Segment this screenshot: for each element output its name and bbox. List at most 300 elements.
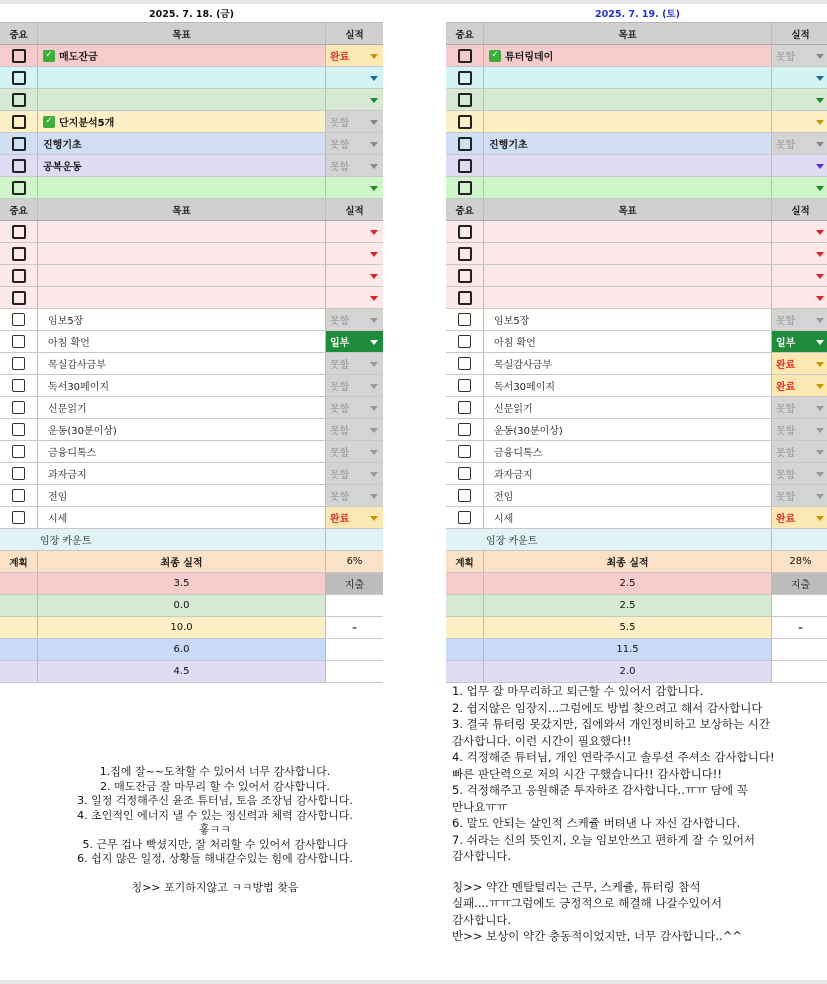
- goal-cell[interactable]: [484, 89, 772, 110]
- goal-row: [446, 133, 827, 155]
- side-cell: [772, 639, 827, 660]
- habit-checkbox[interactable]: [458, 423, 471, 436]
- gratitude-notes-right: [452, 683, 827, 945]
- header-importance: 중요: [446, 199, 484, 220]
- status-value: 못함: [776, 426, 796, 437]
- habit-label: 신문읽기: [38, 397, 326, 418]
- habit-check-cell: [0, 353, 38, 374]
- chevron-down-icon: [816, 164, 824, 169]
- status-dropdown[interactable]: [326, 507, 383, 528]
- chevron-down-icon: [816, 230, 824, 235]
- goal-label: 단지분석5개: [59, 118, 115, 129]
- note-line: 칭>> 포기하지않고 ㅋㅋ방법 찾음: [131, 880, 299, 894]
- goal-cell[interactable]: [38, 133, 326, 154]
- expense-label: 지출: [326, 573, 383, 594]
- importance-checkbox[interactable]: [12, 137, 26, 151]
- goal-cell[interactable]: [484, 287, 772, 308]
- habit-row: [0, 463, 383, 485]
- value-swatch: [0, 595, 38, 616]
- value-swatch: [446, 595, 484, 616]
- status-value: 못함: [330, 360, 350, 371]
- importance-checkbox[interactable]: [458, 93, 472, 107]
- note-line: 7. 쉬라는 신의 뜻인지, 오늘 임보안쓰고 편하게 잘 수 있어서: [452, 832, 756, 847]
- note-line: 만나요ㅠㅠ: [452, 799, 508, 814]
- importance-checkbox[interactable]: [458, 247, 472, 261]
- habit-checkbox[interactable]: [458, 467, 471, 480]
- value-cell: 2.0: [484, 661, 772, 682]
- importance-checkbox[interactable]: [12, 291, 26, 305]
- status-value: 못함: [776, 140, 796, 151]
- value-swatch: [0, 617, 38, 638]
- habit-row: [446, 331, 827, 353]
- goal-cell[interactable]: [484, 155, 772, 176]
- habit-checkbox[interactable]: [458, 401, 471, 414]
- header-importance: 중요: [0, 199, 38, 220]
- chevron-down-icon: [370, 76, 378, 81]
- importance-checkbox[interactable]: [458, 291, 472, 305]
- income-count-row: [0, 529, 383, 551]
- status-dropdown[interactable]: [326, 243, 383, 264]
- side-cell: [326, 595, 383, 616]
- importance-checkbox[interactable]: [458, 137, 472, 151]
- chevron-down-icon: [370, 274, 378, 279]
- importance-checkbox[interactable]: [458, 49, 472, 63]
- importance-cell: [0, 265, 38, 286]
- importance-cell: [446, 221, 484, 242]
- importance-cell: [0, 221, 38, 242]
- note-line: [452, 865, 827, 879]
- value-cell: 11.5: [484, 639, 772, 660]
- chevron-down-icon: [816, 274, 824, 279]
- final-pct: 28%: [789, 556, 812, 567]
- habit-row: [446, 309, 827, 331]
- importance-cell: [0, 155, 38, 176]
- value-row: [0, 639, 383, 661]
- importance-checkbox[interactable]: [12, 181, 26, 195]
- status-dropdown[interactable]: [326, 133, 383, 154]
- status-dropdown[interactable]: [326, 265, 383, 286]
- note-line: 3. 일정 걱정해주신 윤조 튜터님, 토음 조장님 감사합니다.: [77, 794, 353, 807]
- goal-cell[interactable]: [484, 177, 772, 198]
- goal-cell[interactable]: [38, 221, 326, 242]
- chevron-down-icon: [816, 252, 824, 257]
- chevron-down-icon: [370, 494, 378, 499]
- status-dropdown[interactable]: [772, 89, 827, 110]
- status-dropdown[interactable]: [772, 133, 827, 154]
- habit-checkbox[interactable]: [12, 511, 25, 524]
- status-dropdown[interactable]: [772, 221, 827, 242]
- status-value: 일부: [776, 338, 796, 349]
- goal-row-blank: [0, 221, 383, 243]
- status-dropdown[interactable]: [772, 331, 827, 352]
- value-swatch: [0, 639, 38, 660]
- importance-checkbox[interactable]: [458, 181, 472, 195]
- status-dropdown[interactable]: [772, 309, 827, 330]
- chevron-down-icon: [370, 186, 378, 191]
- final-result-label: 최종 실적: [484, 551, 772, 572]
- goal-cell[interactable]: [484, 67, 772, 88]
- final-header-row: [446, 551, 827, 573]
- habit-row: [0, 441, 383, 463]
- header-goal: 목표: [484, 199, 772, 220]
- value-cell: 6.0: [38, 639, 326, 660]
- value-row: [0, 573, 383, 595]
- habit-row: [0, 331, 383, 353]
- goal-cell[interactable]: [38, 67, 326, 88]
- habit-checkbox[interactable]: [12, 335, 25, 348]
- status-value: 못함: [330, 316, 350, 327]
- note-line: 반>> 보상이 약간 충동적이었지만, 너무 감사합니다..^^: [452, 929, 742, 943]
- note-line: 칭>> 약간 멘탈털리는 근무, 스케쥴, 튜터링 참석: [452, 879, 701, 894]
- importance-checkbox[interactable]: [12, 93, 26, 107]
- status-dropdown[interactable]: [326, 155, 383, 176]
- habit-check-cell: [446, 441, 484, 462]
- status-dropdown[interactable]: [772, 463, 827, 484]
- habit-label: 운동(30분이상): [484, 419, 772, 440]
- status-dropdown[interactable]: [772, 45, 827, 66]
- status-dropdown[interactable]: [326, 353, 383, 374]
- habit-checkbox[interactable]: [12, 467, 25, 480]
- value-cell: 4.5: [38, 661, 326, 682]
- goal-cell[interactable]: [484, 45, 772, 66]
- habit-checkbox[interactable]: [12, 423, 25, 436]
- status-value: 못함: [330, 492, 350, 503]
- habit-check-cell: [0, 309, 38, 330]
- goal-cell[interactable]: [38, 265, 326, 286]
- goal-row-blank: [446, 221, 827, 243]
- goal-row: [0, 133, 383, 155]
- status-dropdown[interactable]: [772, 375, 827, 396]
- habit-checkbox[interactable]: [12, 401, 25, 414]
- habit-row: [0, 375, 383, 397]
- habit-checkbox[interactable]: [458, 335, 471, 348]
- importance-cell: [446, 67, 484, 88]
- importance-cell: [446, 45, 484, 66]
- importance-checkbox[interactable]: [458, 269, 472, 283]
- habit-check-cell: [446, 309, 484, 330]
- status-dropdown[interactable]: [326, 441, 383, 462]
- goal-cell[interactable]: [38, 89, 326, 110]
- header-result: 실적: [791, 205, 810, 217]
- goal-cell[interactable]: [38, 45, 326, 66]
- table-header: [446, 23, 827, 45]
- status-dropdown[interactable]: [326, 221, 383, 242]
- importance-cell: [0, 133, 38, 154]
- side-cell: [772, 661, 827, 682]
- habit-row: [0, 397, 383, 419]
- importance-checkbox[interactable]: [12, 225, 26, 239]
- header-goal: 목표: [38, 199, 326, 220]
- goal-cell[interactable]: [484, 111, 772, 132]
- note-line: 5. 걱정해주고 응원해준 투자하조 감사합니다..ㅠㅠ 담에 꼭: [452, 783, 748, 797]
- goal-row: [446, 155, 827, 177]
- status-dropdown[interactable]: [772, 265, 827, 286]
- status-value: 못함: [776, 52, 796, 63]
- date-header: 2025. 7. 19. (토): [446, 4, 827, 23]
- status-dropdown[interactable]: [772, 155, 827, 176]
- chevron-down-icon: [370, 296, 378, 301]
- value-cell: 10.0: [38, 617, 326, 638]
- status-dropdown[interactable]: [772, 441, 827, 462]
- chevron-down-icon: [816, 406, 824, 411]
- habit-label: 전임: [38, 485, 326, 506]
- chevron-down-icon: [370, 340, 378, 345]
- habit-checkbox[interactable]: [458, 313, 471, 326]
- goal-label: 공복운동: [43, 162, 82, 173]
- chevron-down-icon: [370, 98, 378, 103]
- habit-row: [446, 485, 827, 507]
- importance-checkbox[interactable]: [12, 49, 26, 63]
- status-dropdown[interactable]: [772, 397, 827, 418]
- status-value: 완료: [776, 360, 796, 371]
- habit-label: 시세: [484, 507, 772, 528]
- day-column-right: [446, 4, 827, 683]
- chevron-down-icon: [816, 362, 824, 367]
- habit-label: 독서30페이지: [38, 375, 326, 396]
- importance-checkbox[interactable]: [458, 225, 472, 239]
- importance-checkbox[interactable]: [12, 247, 26, 261]
- value-swatch: [446, 573, 484, 594]
- goal-cell[interactable]: [484, 265, 772, 286]
- status-value: 못함: [776, 404, 796, 415]
- goal-row: [446, 67, 827, 89]
- importance-cell: [446, 111, 484, 132]
- value-cell: 2.5: [484, 595, 772, 616]
- status-dropdown[interactable]: [326, 67, 383, 88]
- status-dropdown[interactable]: [326, 45, 383, 66]
- habit-label: 임보5장: [484, 309, 772, 330]
- note-line: 2. 매도잔금 잘 마무리 할 수 있어서 감사합니다.: [100, 779, 330, 793]
- value-swatch: [446, 661, 484, 682]
- importance-checkbox[interactable]: [458, 71, 472, 85]
- habit-row: [446, 375, 827, 397]
- status-dropdown[interactable]: [326, 375, 383, 396]
- note-line: 홓ㅋㅋ: [199, 823, 231, 836]
- habit-label: 목실감사금부: [38, 353, 326, 374]
- header-result: 실적: [345, 205, 364, 217]
- blank-cell: [326, 529, 383, 550]
- check-icon: ✓: [489, 50, 501, 62]
- status-value: 완료: [330, 52, 350, 63]
- habit-checkbox[interactable]: [12, 489, 25, 502]
- habit-label: 임보5장: [38, 309, 326, 330]
- header-goal: 목표: [484, 23, 772, 44]
- goal-row-blank: [0, 265, 383, 287]
- chevron-down-icon: [816, 494, 824, 499]
- habit-checkbox[interactable]: [458, 357, 471, 370]
- value-row: [0, 595, 383, 617]
- goal-row-blank: [446, 287, 827, 309]
- note-line: 4. 걱정해준 튜터님, 개인 연락주시고 솔루션 주셔소 감사합니다!: [452, 750, 775, 764]
- habit-checkbox[interactable]: [12, 379, 25, 392]
- habit-check-cell: [446, 375, 484, 396]
- note-line: [20, 867, 410, 881]
- habit-label: 전임: [484, 485, 772, 506]
- gratitude-notes-left: [20, 765, 410, 895]
- income-count-label: 임장 카운트: [484, 529, 772, 550]
- importance-checkbox[interactable]: [12, 71, 26, 85]
- importance-cell: [446, 243, 484, 264]
- habit-checkbox[interactable]: [12, 313, 25, 326]
- status-dropdown[interactable]: [326, 89, 383, 110]
- goal-row-blank: [446, 243, 827, 265]
- chevron-down-icon: [370, 516, 378, 521]
- goal-cell[interactable]: [38, 243, 326, 264]
- habit-checkbox[interactable]: [458, 511, 471, 524]
- importance-checkbox[interactable]: [12, 159, 26, 173]
- table-header: [446, 199, 827, 221]
- habit-row: [0, 419, 383, 441]
- chevron-down-icon: [816, 516, 824, 521]
- habit-check-cell: [0, 507, 38, 528]
- habit-checkbox[interactable]: [458, 445, 471, 458]
- note-line: 2. 쉽지않은 임장지...그럼에도 방법 찾으려고 해서 감사합니다: [452, 700, 763, 715]
- habit-row: [446, 419, 827, 441]
- habit-label: 신문읽기: [484, 397, 772, 418]
- chevron-down-icon: [816, 142, 824, 147]
- note-line: 실패....ㅠㅠ그럼에도 긍정적으로 해결해 나갈수있어서: [452, 896, 722, 910]
- status-dropdown[interactable]: [772, 67, 827, 88]
- habit-row: [446, 507, 827, 529]
- value-swatch: [446, 617, 484, 638]
- chevron-down-icon: [816, 120, 824, 125]
- chevron-down-icon: [816, 384, 824, 389]
- habit-row: [0, 507, 383, 529]
- habit-label: 시세: [38, 507, 326, 528]
- goal-label: 매도잔금: [59, 52, 98, 63]
- value-cell: 2.5: [484, 573, 772, 594]
- header-goal: 목표: [38, 23, 326, 44]
- habit-row: [446, 441, 827, 463]
- value-row: [0, 617, 383, 639]
- status-value: 못함: [330, 470, 350, 481]
- status-dropdown[interactable]: [326, 485, 383, 506]
- habit-check-cell: [0, 419, 38, 440]
- status-dropdown[interactable]: [326, 419, 383, 440]
- status-dropdown[interactable]: [772, 177, 827, 198]
- status-dropdown[interactable]: [326, 463, 383, 484]
- note-line: 빠른 판단력으로 저의 시간 구했습니다!! 감사합니다!!: [452, 766, 723, 781]
- chevron-down-icon: [370, 318, 378, 323]
- chevron-down-icon: [816, 472, 824, 477]
- chevron-down-icon: [370, 230, 378, 235]
- goal-label: 진행기초: [489, 140, 528, 151]
- goal-row: [0, 67, 383, 89]
- value-row: [446, 573, 827, 595]
- blank-cell: [772, 529, 827, 550]
- value-row: [446, 661, 827, 683]
- status-dropdown[interactable]: [326, 397, 383, 418]
- importance-cell: [446, 287, 484, 308]
- chevron-down-icon: [370, 406, 378, 411]
- habit-checkbox[interactable]: [12, 445, 25, 458]
- status-dropdown[interactable]: [772, 353, 827, 374]
- habit-label: 독서30페이지: [484, 375, 772, 396]
- status-value: 못함: [330, 404, 350, 415]
- status-dropdown[interactable]: [326, 177, 383, 198]
- goal-cell[interactable]: [38, 177, 326, 198]
- chevron-down-icon: [816, 296, 824, 301]
- status-value: 완료: [776, 514, 796, 525]
- status-dropdown[interactable]: [772, 287, 827, 308]
- status-dropdown[interactable]: [772, 243, 827, 264]
- status-dropdown[interactable]: [772, 419, 827, 440]
- goal-cell[interactable]: [38, 155, 326, 176]
- blank-cell: [0, 529, 38, 550]
- status-dropdown[interactable]: [326, 309, 383, 330]
- value-row: [446, 617, 827, 639]
- goal-row-blank: [446, 265, 827, 287]
- habit-check-cell: [446, 397, 484, 418]
- habit-check-cell: [446, 331, 484, 352]
- habit-row: [0, 309, 383, 331]
- habit-check-cell: [0, 331, 38, 352]
- value-row: [446, 639, 827, 661]
- goal-label: 튜터링데이: [505, 52, 554, 63]
- date-header: 2025. 7. 18. (금): [0, 4, 383, 23]
- side-cell: [326, 661, 383, 682]
- importance-cell: [0, 67, 38, 88]
- header-result: 실적: [345, 29, 364, 41]
- importance-cell: [0, 111, 38, 132]
- goal-cell[interactable]: [38, 287, 326, 308]
- goal-cell[interactable]: [484, 133, 772, 154]
- goal-cell[interactable]: [484, 221, 772, 242]
- importance-checkbox[interactable]: [12, 269, 26, 283]
- goal-row: [0, 177, 383, 199]
- chevron-down-icon: [370, 472, 378, 477]
- goal-cell[interactable]: [484, 243, 772, 264]
- check-icon: ✓: [43, 116, 55, 128]
- status-value: 완료: [330, 514, 350, 525]
- status-value: 못함: [776, 316, 796, 327]
- importance-checkbox[interactable]: [458, 159, 472, 173]
- income-count-label: 임장 카운트: [38, 529, 326, 550]
- status-dropdown[interactable]: [772, 111, 827, 132]
- status-value: 완료: [776, 382, 796, 393]
- importance-checkbox[interactable]: [12, 115, 26, 129]
- importance-cell: [0, 177, 38, 198]
- habit-label: 목실감사금부: [484, 353, 772, 374]
- goal-row: [446, 111, 827, 133]
- note-line: 감사합니다. 이런 시간이 필요했다!!: [452, 733, 632, 748]
- habit-label: 금융디톡스: [38, 441, 326, 462]
- goal-row: [0, 111, 383, 133]
- status-dropdown[interactable]: [326, 111, 383, 132]
- importance-cell: [0, 243, 38, 264]
- habit-checkbox[interactable]: [12, 357, 25, 370]
- chevron-down-icon: [816, 98, 824, 103]
- importance-cell: [0, 287, 38, 308]
- importance-cell: [446, 265, 484, 286]
- goal-row: [0, 89, 383, 111]
- goal-cell[interactable]: [38, 111, 326, 132]
- habit-checkbox[interactable]: [458, 379, 471, 392]
- habit-checkbox[interactable]: [458, 489, 471, 502]
- final-header-row: [0, 551, 383, 573]
- chevron-down-icon: [816, 54, 824, 59]
- final-pct: 6%: [346, 556, 363, 567]
- status-dropdown[interactable]: [772, 485, 827, 506]
- status-dropdown[interactable]: [326, 287, 383, 308]
- habit-label: 운동(30분이상): [38, 419, 326, 440]
- status-dropdown[interactable]: [326, 331, 383, 352]
- chevron-down-icon: [370, 164, 378, 169]
- habit-check-cell: [446, 507, 484, 528]
- importance-checkbox[interactable]: [458, 115, 472, 129]
- note-line: 감사합니다.: [452, 912, 512, 927]
- status-dropdown[interactable]: [772, 507, 827, 528]
